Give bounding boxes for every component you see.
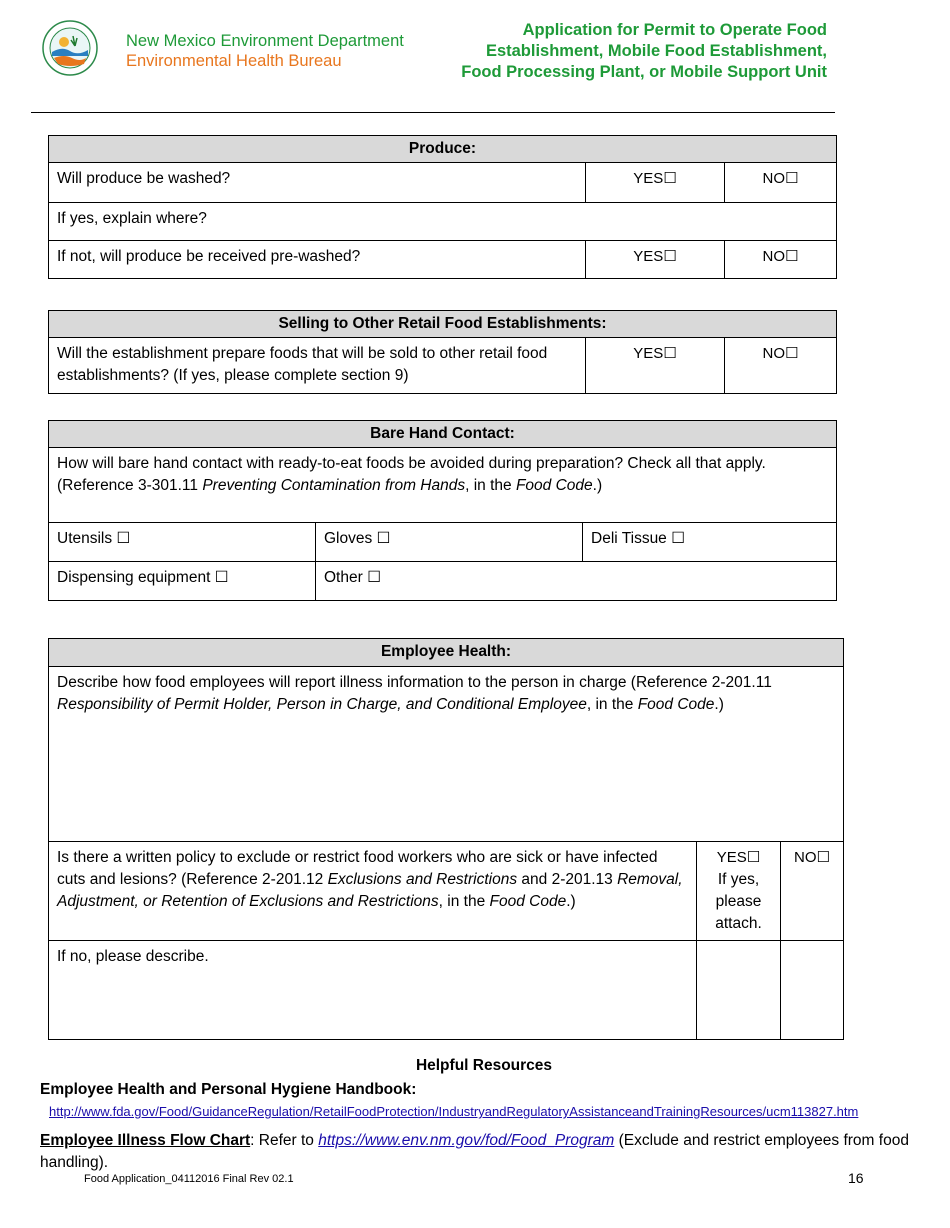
bare-hand-end: .) xyxy=(592,477,603,494)
illness-reporting-text: Describe how food employees will report illness information to the person in charge (Reference 2-201.11 xyxy=(57,674,772,691)
written-policy-and: and 2-201.13 xyxy=(517,871,618,888)
written-policy-reference-2: Removal, Adjustment, or Retention of Exclusions and Restrictions xyxy=(57,871,683,910)
illness-reporting-field[interactable] xyxy=(49,667,844,842)
produce-washed-yes-checkbox[interactable]: YES☐ xyxy=(586,163,725,203)
if-no-blank-cell-1 xyxy=(697,941,781,1040)
written-policy-end: .) xyxy=(566,893,576,910)
selling-yes-checkbox[interactable]: YES☐ xyxy=(586,338,725,394)
if-no-describe-field[interactable]: If no, please describe. xyxy=(49,941,697,1040)
department-line1: New Mexico Environment Department xyxy=(126,32,404,50)
dispensing-equipment-checkbox[interactable]: Dispensing equipment ☐ xyxy=(49,562,316,601)
written-policy-reference-1: Exclusions and Restrictions xyxy=(327,871,518,888)
employee-health-heading: Employee Health: xyxy=(49,639,844,667)
application-title: Application for Permit to Operate Food Establishment, Mobile Food Establishment, Food Processing Plant, or Mobile Support Unit xyxy=(461,21,827,81)
department-name xyxy=(126,31,404,71)
produce-washed-no-checkbox[interactable]: NO☐ xyxy=(725,163,837,203)
if-no-blank-cell-2 xyxy=(781,941,844,1040)
written-policy-no-checkbox[interactable]: NO☐ xyxy=(781,842,844,941)
page-number: 16 xyxy=(848,1170,864,1186)
written-policy-attach-note: If yes, please attach. xyxy=(715,871,762,932)
handbook-title: Employee Health and Personal Hygiene Handbook: xyxy=(40,1081,417,1098)
deli-tissue-checkbox[interactable]: Deli Tissue ☐ xyxy=(583,523,837,562)
flow-chart-tail: (Exclude and restrict employees from food handling). xyxy=(40,1132,909,1171)
helpful-resources-title: Helpful Resources xyxy=(415,1057,553,1074)
bare-hand-in-the: , in the xyxy=(465,477,516,494)
written-policy-yes-cell[interactable] xyxy=(697,842,781,941)
bare-hand-question xyxy=(49,448,837,523)
header-divider xyxy=(31,112,835,113)
illness-reporting-in-the: , in the xyxy=(586,696,638,713)
illness-flow-chart-paragraph xyxy=(40,1130,920,1174)
illness-reporting-reference: Responsibility of Permit Holder, Person in Charge, and Conditional Employee xyxy=(57,696,587,713)
flow-chart-refer: : Refer to xyxy=(250,1132,319,1149)
bare-hand-food-code: Food Code xyxy=(515,477,593,494)
selling-heading: Selling to Other Retail Food Establishments: xyxy=(49,311,837,338)
gloves-checkbox[interactable]: Gloves ☐ xyxy=(316,523,583,562)
written-policy-in-the: , in the xyxy=(438,893,490,910)
produce-prewashed-yes-checkbox[interactable]: YES☐ xyxy=(586,241,725,279)
bare-hand-question-text: How will bare hand contact with ready-to-eat foods be avoided during preparation? Check all that apply. (Reference 3-301.11 xyxy=(57,455,766,494)
selling-table xyxy=(48,310,837,394)
selling-question: Will the establishment prepare foods that will be sold to other retail food establishments? (If yes, please complete section 9) xyxy=(49,338,586,394)
bare-hand-table xyxy=(48,420,837,601)
produce-prewashed-question: If not, will produce be received pre-washed? xyxy=(49,241,586,279)
produce-prewashed-no-checkbox[interactable]: NO☐ xyxy=(725,241,837,279)
flow-chart-label: Employee Illness Flow Chart xyxy=(40,1132,251,1149)
flow-chart-link[interactable]: https://www.env.nm.gov/fod/Food_Program xyxy=(318,1132,615,1149)
bare-hand-heading: Bare Hand Contact: xyxy=(49,421,837,448)
employee-health-table xyxy=(48,638,844,1040)
bare-hand-reference: Preventing Contamination from Hands xyxy=(202,477,466,494)
footer-document-id: Food Application_04112016 Final Rev 02.1 xyxy=(84,1173,294,1185)
written-policy-yes-checkbox[interactable]: YES☐ xyxy=(716,849,761,866)
produce-heading: Produce: xyxy=(49,136,837,163)
illness-reporting-food-code: Food Code xyxy=(637,696,715,713)
nmed-logo-icon xyxy=(42,20,98,76)
produce-table xyxy=(48,135,837,279)
utensils-checkbox[interactable]: Utensils ☐ xyxy=(49,523,316,562)
written-policy-food-code: Food Code xyxy=(489,893,567,910)
department-line2: Environmental Health Bureau xyxy=(126,52,342,70)
handbook-link[interactable]: http://www.fda.gov/Food/GuidanceRegulation/RetailFoodProtection/IndustryandRegulatoryAssistanceandTrainingResources/ucm113827.htm xyxy=(49,1104,859,1119)
illness-reporting-end: .) xyxy=(714,696,724,713)
produce-where-field[interactable]: If yes, explain where? xyxy=(49,203,837,241)
written-policy-question xyxy=(49,842,697,941)
other-checkbox[interactable]: Other ☐ xyxy=(316,562,837,601)
written-policy-text: Is there a written policy to exclude or restrict food workers who are sick or have infected cuts and lesions? (Reference 2-201.12 xyxy=(57,849,658,888)
produce-washed-question: Will produce be washed? xyxy=(49,163,586,203)
selling-no-checkbox[interactable]: NO☐ xyxy=(725,338,837,394)
